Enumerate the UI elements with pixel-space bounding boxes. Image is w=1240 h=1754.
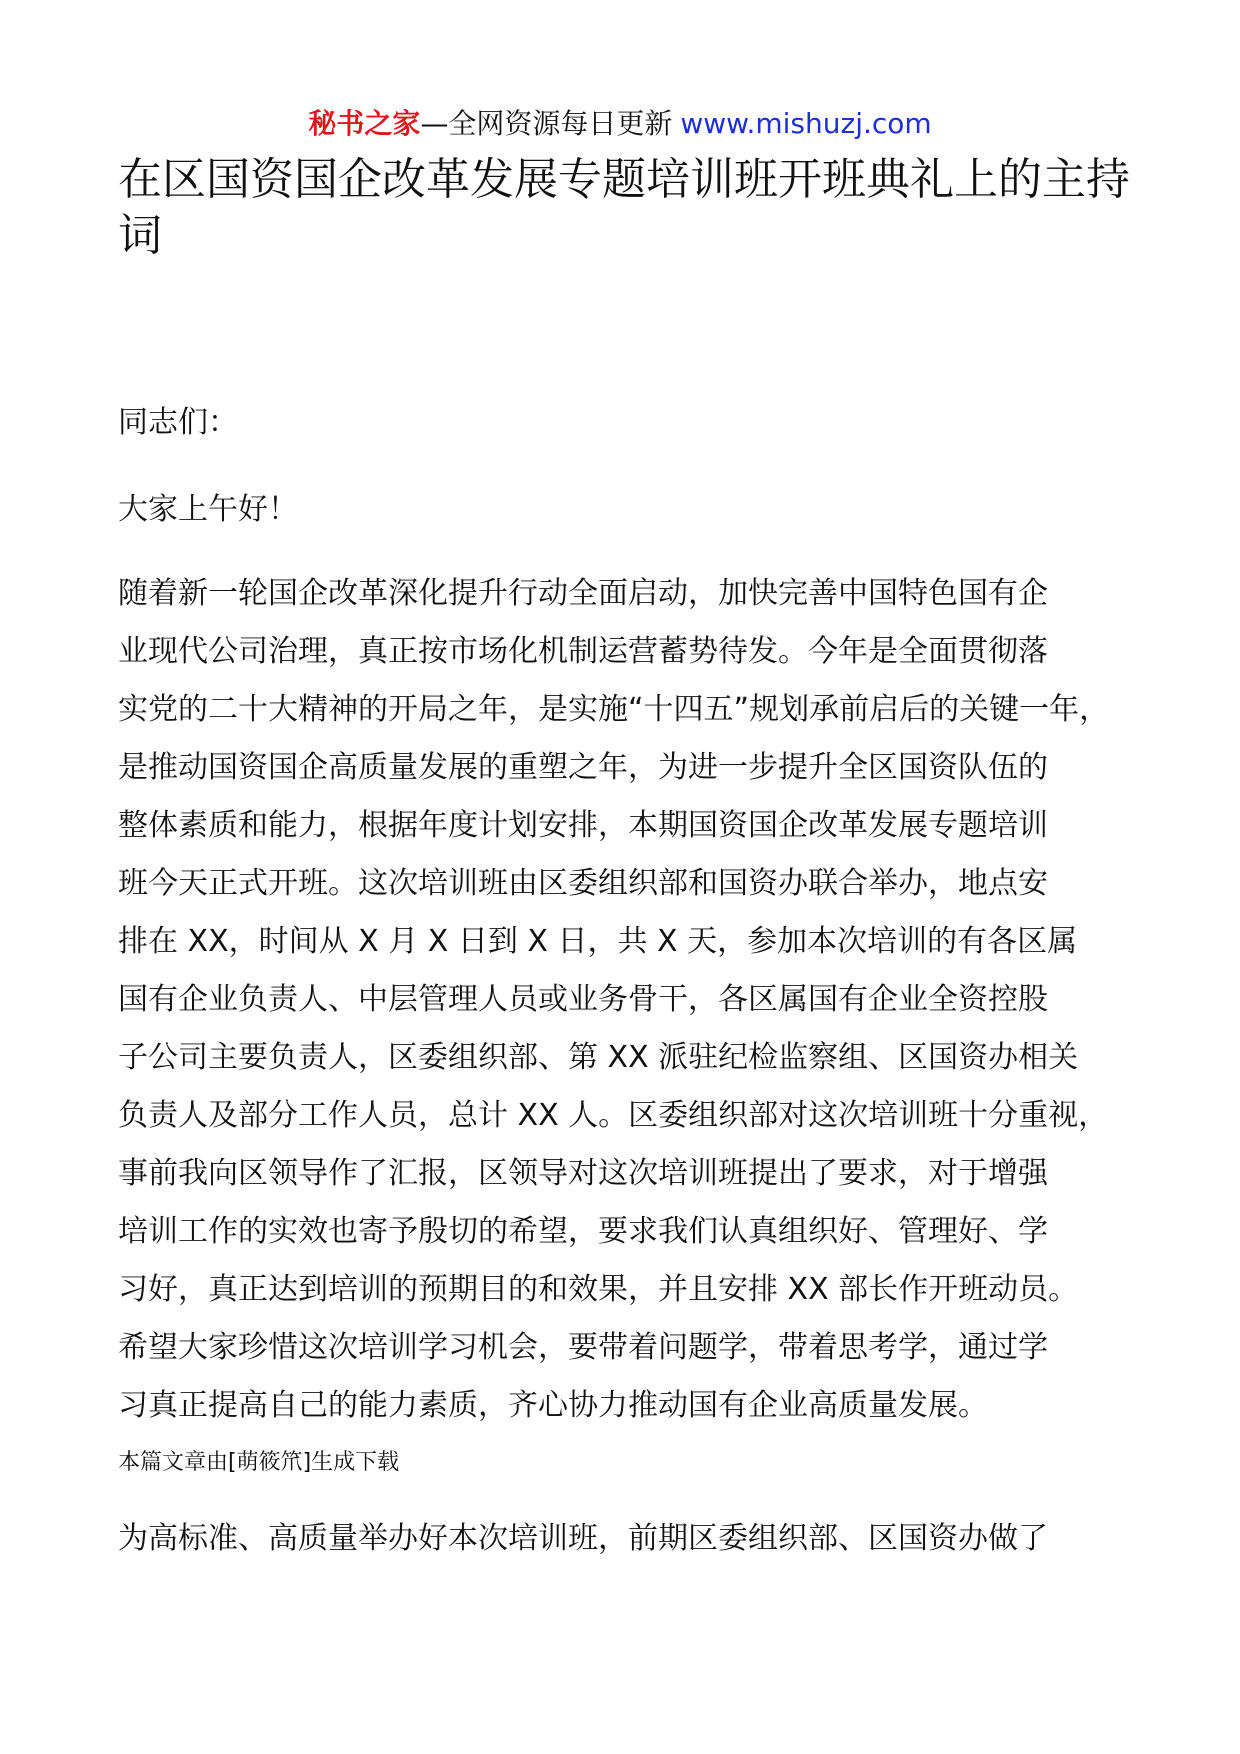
greeting bbox=[118, 481, 1198, 539]
next-paragraph bbox=[118, 1510, 1198, 1568]
paragraph-line: 实党的二十大精神的开局之年，是实施“十四五”规划承前启后的关键一年， bbox=[118, 692, 1110, 727]
document-title bbox=[118, 152, 1148, 264]
paragraph-line: 为高标准、高质量举办好本次培训班，前期区委组织部、区国资办做了 bbox=[118, 1521, 1048, 1556]
salutation bbox=[118, 394, 1198, 452]
title-line: 在区国资国企改革发展专题培训班开班典礼上的主持 bbox=[118, 154, 1130, 205]
download-footnote: 本篇文章由[萌筱笊]生成下载 bbox=[118, 1450, 400, 1475]
paragraph-line: 国有企业负责人、中层管理人员或业务骨干，各区属国有企业全资控股 bbox=[118, 982, 1048, 1017]
header-slogan: —全网资源每日更新 bbox=[420, 107, 673, 140]
paragraph-line: 是推动国资国企高质量发展的重塑之年，为进一步提升全区国资队伍的 bbox=[118, 750, 1048, 785]
brand-name: 秘书之家 bbox=[308, 107, 421, 140]
paragraph-line: 习真正提高自己的能力素质，齐心协力推动国有企业高质量发展。 bbox=[118, 1388, 988, 1423]
paragraph-line: 培训工作的实效也寄予殷切的希望，要求我们认真组织好、管理好、学 bbox=[118, 1214, 1048, 1249]
paragraph-line: 业现代公司治理，真正按市场化机制运营蓄势待发。今年是全面贯彻落 bbox=[118, 634, 1048, 669]
body-paragraph bbox=[118, 565, 1198, 1435]
paragraph-line: 习好，真正达到培训的预期目的和效果，并且安排 XX 部长作开班动员。 bbox=[118, 1272, 1079, 1307]
site-url-link[interactable]: www.mishuzj.com bbox=[680, 107, 932, 140]
site-header bbox=[0, 104, 1240, 144]
paragraph-line: 整体素质和能力，根据年度计划安排，本期国资国企改革发展专题培训 bbox=[118, 808, 1048, 843]
paragraph-line: 随着新一轮国企改革深化提升行动全面启动，加快完善中国特色国有企 bbox=[118, 576, 1048, 611]
title-line: 词 bbox=[118, 210, 162, 261]
salutation-text: 同志们： bbox=[118, 405, 238, 440]
paragraph-line: 子公司主要负责人，区委组织部、第 XX 派驻纪检监察组、区国资办相关 bbox=[118, 1040, 1079, 1075]
paragraph-line: 事前我向区领导作了汇报，区领导对这次培训班提出了要求，对于增强 bbox=[118, 1156, 1048, 1191]
greeting-text: 大家上午好！ bbox=[118, 492, 298, 527]
paragraph-line: 班今天正式开班。这次培训班由区委组织部和国资办联合举办，地点安 bbox=[118, 866, 1048, 901]
paragraph-line: 负责人及部分工作人员，总计 XX 人。区委组织部对这次培训班十分重视， bbox=[118, 1098, 1109, 1133]
paragraph-line: 希望大家珍惜这次培训学习机会，要带着问题学，带着思考学，通过学 bbox=[118, 1330, 1048, 1365]
paragraph-line: 排在 XX，时间从 X 月 X 日到 X 日，共 X 天，参加本次培训的有各区属 bbox=[118, 924, 1078, 959]
